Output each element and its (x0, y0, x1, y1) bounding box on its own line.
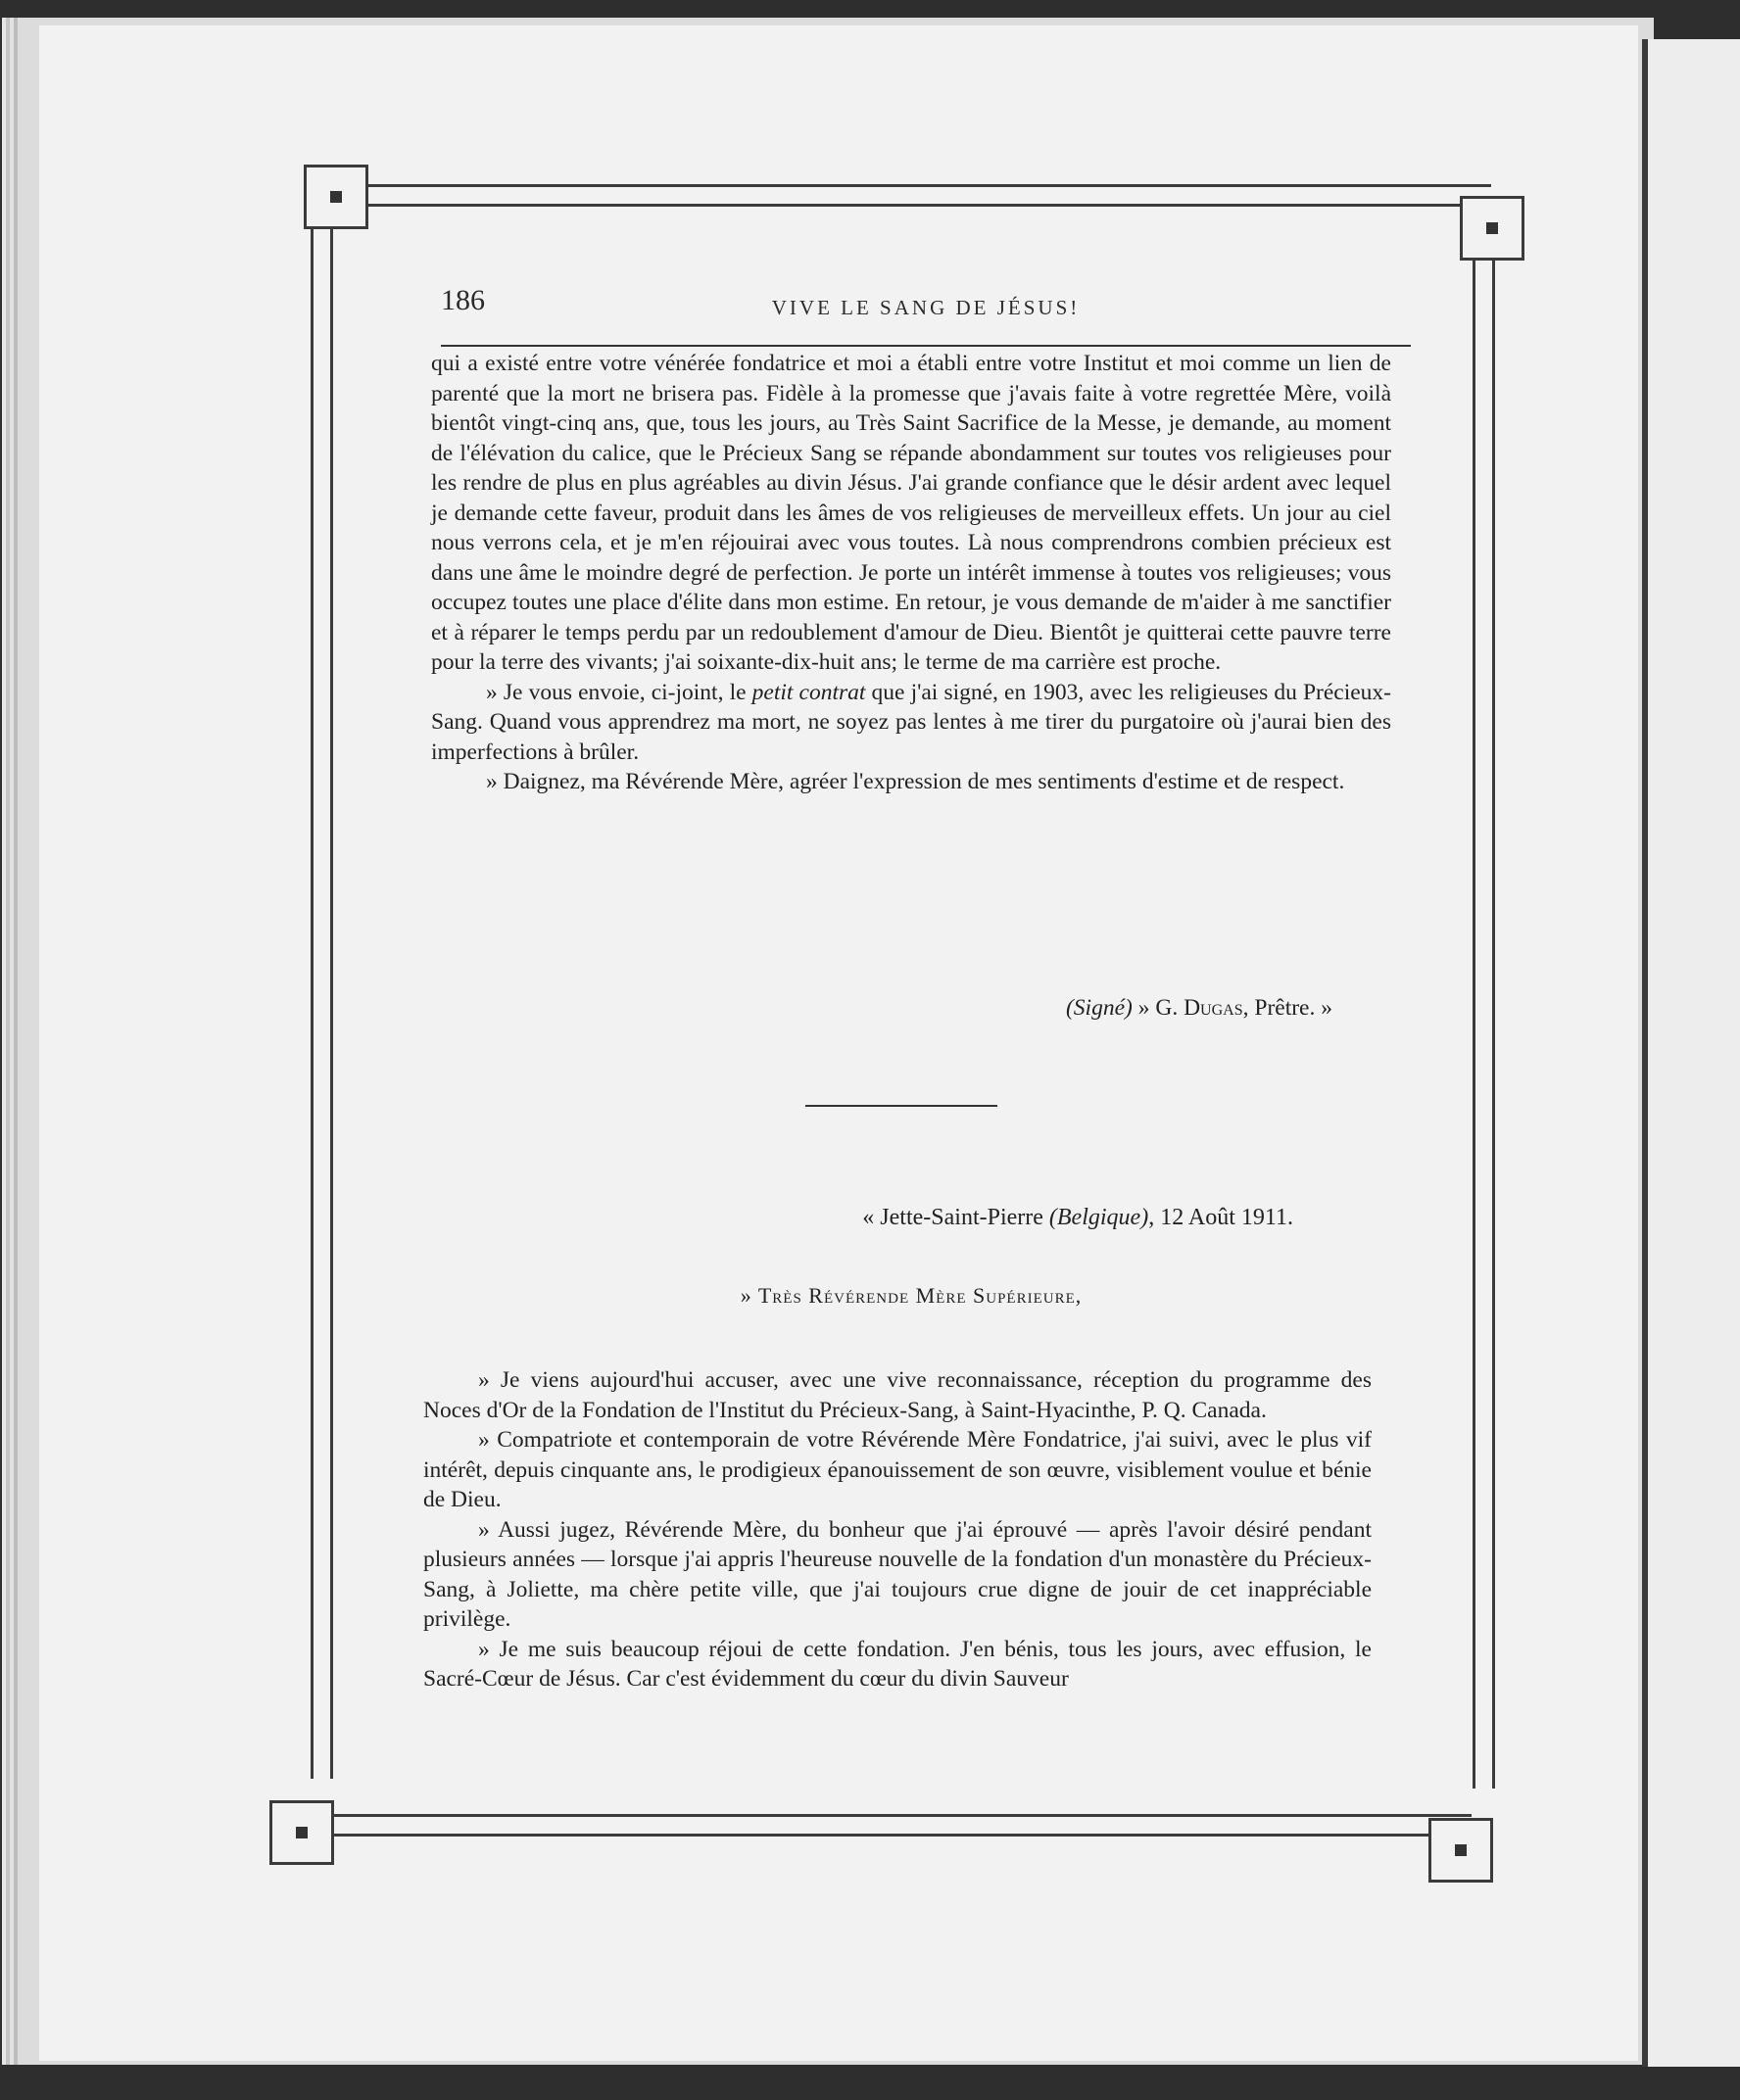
dateline-country: (Belgique) (1048, 1205, 1149, 1230)
paragraph-text: que j'ai signé, en 1903, avec les religieuses du Précieux-Sang. Quand vous apprendrez ma mort, ne soyez pas lentes à me tirer du purgatoire où j'aurai bien des imperfections à brûler. (431, 679, 1391, 765)
frame-bottom-outer (284, 1814, 1472, 1817)
signed-note: (Signé) (1065, 995, 1133, 1021)
running-title: VIVE LE SANG DE JÉSUS! (771, 296, 1081, 319)
facing-page-edge (1642, 39, 1740, 2067)
frame-bottom-inner (284, 1834, 1472, 1837)
corner-dot-icon (1486, 222, 1498, 234)
letter-2-paragraph: » Je viens aujourd'hui accuser, avec une vive reconnaissance, réception du programme des Noces d'Or de la Fondation de l'Institut du Précieux-Sang, à Saint-Hyacinthe, P. Q. Canada. (423, 1367, 1372, 1423)
letter-1-paragraph: » Daignez, ma Révérende Mère, agréer l'expression de mes sentiments d'estime et de respect. (486, 769, 1345, 794)
frame-right-outer (1492, 231, 1495, 1789)
running-head (441, 284, 1411, 343)
frame-corner-bottom-right (1428, 1818, 1493, 1883)
signature-close: , Prêtre. » (1242, 995, 1332, 1021)
italic-phrase: petit contrat (751, 679, 866, 705)
dateline-place: « Jette-Saint-Pierre (862, 1205, 1043, 1230)
signature-open: » G. (1137, 995, 1179, 1021)
salutation: » Très Révérende Mère Supérieure, (740, 1283, 1083, 1308)
signature-name: Dugas (1184, 995, 1243, 1021)
dateline (431, 1205, 1293, 1231)
corner-dot-icon (296, 1827, 308, 1838)
letter-2-paragraph: » Compatriote et contemporain de votre Révérende Mère Fondatrice, j'ai suivi, avec le plus vif intérêt, depuis cinquante ans, le prodigieux épanouissement de son œuvre, visiblement voulue et bénie de Dieu. (423, 1427, 1372, 1512)
letter-2-paragraph: » Je me suis beaucoup réjoui de cette fondation. J'en bénis, tous les jours, avec effusion, le Sacré-Cœur de Jésus. Car c'est évidemment du cœur du divin Sauveur (423, 1636, 1372, 1692)
section-separator (805, 1105, 997, 1107)
frame-top-inner (304, 204, 1491, 207)
frame-right-inner (1473, 231, 1475, 1789)
dateline-date: , 12 Août 1911. (1148, 1205, 1293, 1230)
corner-dot-icon (1455, 1844, 1467, 1856)
corner-dot-icon (330, 191, 342, 203)
frame-corner-top-left (304, 165, 368, 229)
letter-1-paragraph: qui a existé entre votre vénérée fondatrice et moi a établi entre votre Institut et moi comme un lien de parenté que la mort ne brisera pas. Fidèle à la promesse que j'avais faite à votre regrettée Mère, voilà bientôt vingt-cinq ans, que, tous les jours, au Très Saint Sacrifice de la Messe, je demande, au moment de l'élévation du calice, que le Précieux Sang se répande abondamment sur toutes vos religieuses pour les rendre de plus en plus agréables au divin Jésus. J'ai grande confiance que le désir ardent avec lequel je demande cette faveur, produit dans les âmes de vos religieuses de merveilleux effets. Un jour au ciel nous verrons cela, et je m'en réjouirai avec vous toutes. Là nous comprendrons combien précieux est dans une âme le moindre degré de perfection. Je porte un intérêt immense à toutes vos religieuses; vous occupez toutes une place d'élite dans mon estime. En retour, je vous demande de m'aider à me sanctifier et à réparer le temps perdu par un redoublement d'amour de Dieu. Bientôt je quitterai cette pauvre terre pour la terre des vivants; j'ai soixante-dix-huit ans; le terme de ma carrière est proche. (431, 351, 1391, 675)
frame-left-outer (311, 221, 314, 1779)
letter-2-paragraph: » Aussi jugez, Révérende Mère, du bonheur que j'ai éprouvé — après l'avoir désiré pendant plusieurs années — lorsque j'ai appris l'heureuse nouvelle de la fondation d'un monastère du Précieux-Sang, à Joliette, ma chère petite ville, que j'ai toujours crue digne de jouir de cet inappréciable privilège. (423, 1516, 1372, 1632)
paragraph-text: » Je vous envoie, ci-joint, le (486, 679, 752, 705)
frame-top-outer (304, 184, 1491, 187)
frame-corner-bottom-left (269, 1800, 334, 1865)
frame-corner-top-right (1460, 196, 1524, 261)
letter-2-body (423, 1365, 1372, 1694)
frame-left-inner (330, 221, 333, 1779)
page-number: 186 (441, 284, 485, 316)
letter-1-paragraph (431, 678, 1391, 768)
header-rule (441, 345, 1411, 347)
letter-1-body (431, 349, 1391, 797)
signature-line (431, 995, 1332, 1022)
